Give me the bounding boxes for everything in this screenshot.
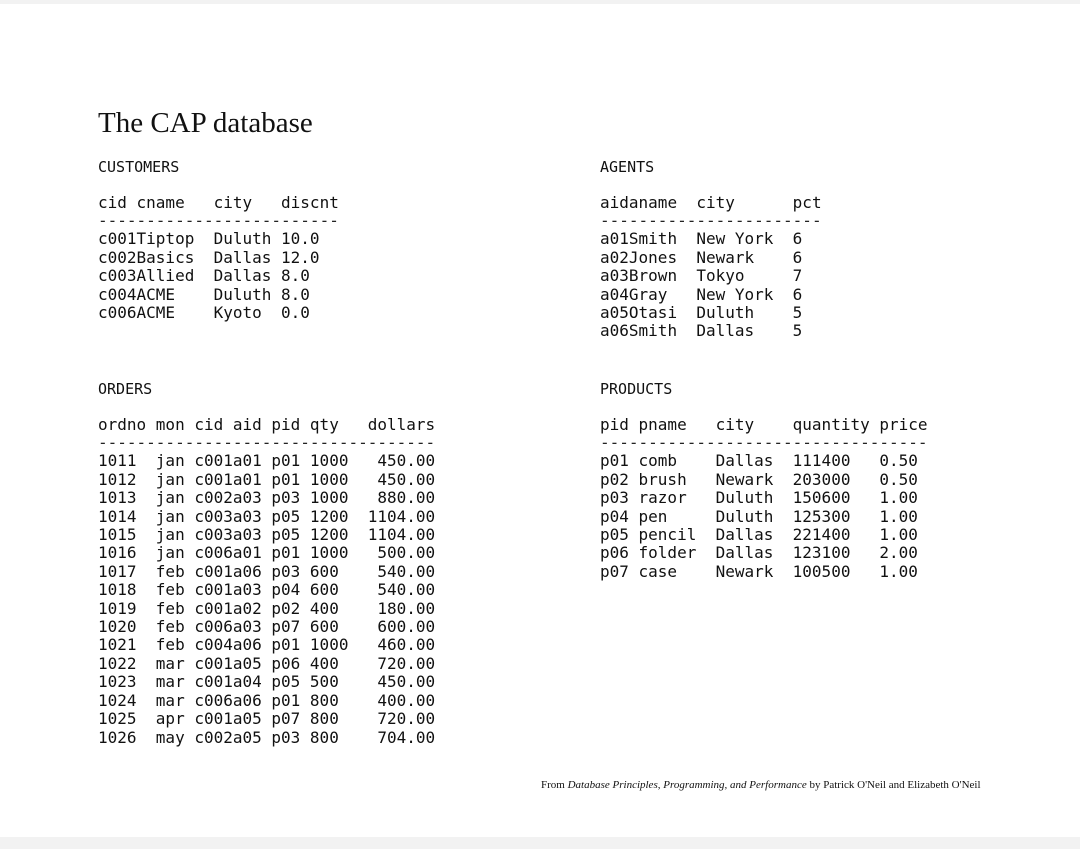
table-row — [98, 230, 339, 248]
orders-cell: 1021 — [98, 635, 137, 655]
dash-separator: --- — [792, 211, 822, 231]
agents-cell: a01 — [600, 229, 629, 249]
agents-cell: a06 — [600, 321, 629, 341]
products-column-header: pname — [638, 415, 687, 434]
agents-cell: 5 — [792, 321, 803, 341]
orders-cell: p03 — [271, 488, 301, 508]
agents-cell: 6 — [792, 284, 803, 304]
orders-cell: apr — [155, 709, 185, 729]
table-row — [98, 600, 435, 618]
products-cell: 1.00 — [879, 525, 918, 545]
orders-cell: jan — [155, 506, 185, 526]
orders-cell: may — [155, 727, 185, 747]
products-cell: folder — [638, 543, 697, 563]
table-row — [600, 471, 928, 489]
table-row — [98, 526, 435, 544]
customers-cell: Dallas — [213, 266, 272, 286]
orders-cell: 500.00 — [377, 543, 436, 563]
orders-header-row — [98, 416, 435, 434]
customers-cell: c003 — [98, 266, 137, 286]
products-cell: Dallas — [715, 525, 774, 545]
orders-cell: 600.00 — [377, 617, 436, 637]
orders-cell: a03 — [232, 506, 262, 526]
dash-separator: ---- — [98, 211, 137, 231]
orders-cell: p07 — [271, 709, 301, 729]
customers-column-header: cid — [98, 193, 127, 212]
orders-cell: 880.00 — [377, 488, 436, 508]
orders-cell: 1200 — [309, 525, 349, 545]
agents-cell: Otasi — [628, 303, 678, 323]
table-row — [98, 636, 435, 654]
orders-cell: a06 — [232, 635, 262, 655]
orders-cell: a04 — [232, 672, 262, 692]
orders-cell: p05 — [271, 525, 301, 545]
table-row — [98, 710, 435, 728]
agents-cell: Gray — [628, 284, 668, 304]
dash-separator: ------ — [309, 433, 368, 453]
orders-cell: c002 — [194, 727, 233, 747]
products-cell: pen — [638, 506, 668, 526]
footnote-authors: by Patrick O'Neil and Elizabeth O'Neil — [806, 779, 981, 791]
products-table — [600, 416, 928, 581]
table-row — [600, 230, 822, 248]
agents-header-row — [600, 194, 822, 212]
orders-cell: p04 — [271, 580, 301, 600]
table-row — [98, 618, 435, 636]
table-row — [600, 286, 822, 304]
agents-column-header: city — [696, 193, 735, 212]
products-cell: p06 — [600, 543, 629, 563]
agents-cell: 6 — [792, 247, 803, 267]
products-cell: p04 — [600, 506, 629, 526]
table-row — [98, 471, 435, 489]
orders-cell: c003 — [194, 506, 233, 526]
orders-cell: 1104.00 — [367, 506, 436, 526]
products-cell: p05 — [600, 525, 629, 545]
customers-cell: c002 — [98, 247, 137, 267]
agents-cell: a04 — [600, 284, 629, 304]
orders-cell: 1014 — [98, 506, 137, 526]
orders-cell: 1018 — [98, 580, 137, 600]
agents-label: AGENTS — [600, 158, 655, 176]
orders-cell: c006 — [194, 543, 233, 563]
orders-cell: 1000 — [309, 488, 349, 508]
orders-cell: c001 — [194, 672, 233, 692]
dash-separator: ------- — [213, 211, 282, 231]
orders-cell: a02 — [232, 598, 262, 618]
orders-cell: p01 — [271, 469, 301, 489]
agents-cell: Smith — [628, 229, 678, 249]
table-row — [98, 452, 435, 470]
orders-cell: 600 — [309, 617, 339, 637]
orders-cell: p05 — [271, 672, 301, 692]
customers-cell: 12.0 — [281, 247, 320, 267]
orders-cell: 1019 — [98, 598, 137, 618]
orders-cell: p01 — [271, 690, 301, 710]
customers-cell: Allied — [136, 266, 195, 286]
table-row — [600, 322, 822, 340]
products-cell: pencil — [638, 525, 697, 545]
orders-cell: 540.00 — [377, 561, 436, 581]
customers-cell: Tiptop — [136, 229, 195, 249]
orders-cell: c001 — [194, 561, 233, 581]
orders-cell: p06 — [271, 653, 301, 673]
products-cell: 0.50 — [879, 469, 918, 489]
agents-cell: a03 — [600, 266, 629, 286]
orders-cell: 800 — [309, 709, 339, 729]
products-cell: Dallas — [715, 543, 774, 563]
dash-separator: ---- — [600, 433, 639, 453]
customers-cell: 10.0 — [281, 229, 320, 249]
orders-cell: c003 — [194, 525, 233, 545]
orders-cell: 1025 — [98, 709, 137, 729]
orders-cell: 460.00 — [377, 635, 436, 655]
products-cell: 2.00 — [879, 543, 918, 563]
orders-cell: 400 — [309, 653, 339, 673]
products-cell: 150600 — [792, 488, 851, 508]
orders-cell: p03 — [271, 561, 301, 581]
orders-column-header: aid — [232, 415, 262, 434]
orders-cell: c001 — [194, 598, 233, 618]
source-footnote — [541, 778, 981, 792]
agents-cell: New York — [696, 229, 774, 249]
customers-cell: 0.0 — [281, 303, 310, 323]
customers-cell: c006 — [98, 303, 137, 323]
products-cell: 1.00 — [879, 488, 918, 508]
dash-separator: ---- — [155, 433, 195, 453]
products-cell: 0.50 — [879, 451, 918, 471]
orders-cell: 1017 — [98, 561, 137, 581]
customers-cell: Duluth — [213, 284, 272, 304]
customers-cell: ACME — [136, 284, 176, 304]
agents-cell: Newark — [696, 247, 755, 267]
orders-cell: mar — [155, 653, 185, 673]
orders-column-header: dollars — [367, 415, 436, 434]
products-cell: p07 — [600, 561, 629, 581]
products-separator-row — [600, 434, 928, 452]
orders-cell: p05 — [271, 506, 301, 526]
orders-cell: feb — [155, 598, 185, 618]
orders-cell: 600 — [309, 561, 339, 581]
products-cell: p02 — [600, 469, 629, 489]
orders-cell: c001 — [194, 580, 233, 600]
orders-cell: c004 — [194, 635, 233, 655]
dash-separator: ---- — [194, 433, 233, 453]
orders-cell: c001 — [194, 653, 233, 673]
orders-column-header: mon — [155, 415, 185, 434]
orders-cell: 720.00 — [377, 709, 436, 729]
customers-cell: ACME — [136, 303, 176, 323]
orders-cell: a06 — [232, 690, 262, 710]
dash-separator: ---------- — [696, 211, 793, 231]
orders-cell: 1016 — [98, 543, 137, 563]
table-row — [98, 249, 339, 267]
customers-cell: Basics — [136, 247, 195, 267]
table-row — [98, 581, 435, 599]
orders-cell: c006 — [194, 617, 233, 637]
products-cell: 125300 — [792, 506, 851, 526]
dash-separator: --- — [600, 211, 629, 231]
customers-cell: Duluth — [213, 229, 272, 249]
orders-cell: c002 — [194, 488, 233, 508]
orders-cell: 1013 — [98, 488, 137, 508]
customers-cell: Dallas — [213, 247, 272, 267]
table-row — [98, 729, 435, 747]
dash-separator: ---- — [271, 433, 310, 453]
table-row — [600, 544, 928, 562]
orders-cell: 800 — [309, 727, 339, 747]
orders-cell: jan — [155, 488, 185, 508]
agents-cell: Tokyo — [696, 266, 745, 286]
table-row — [98, 286, 339, 304]
table-row — [600, 563, 928, 581]
products-label: PRODUCTS — [600, 380, 673, 398]
agents-cell: a05 — [600, 303, 629, 323]
agents-cell: Duluth — [696, 303, 755, 323]
orders-cell: a03 — [232, 488, 262, 508]
products-cell: Duluth — [715, 506, 774, 526]
orders-cell: 1000 — [309, 469, 349, 489]
orders-cell: 720.00 — [377, 653, 436, 673]
orders-cell: a03 — [232, 617, 262, 637]
orders-cell: 1000 — [309, 543, 349, 563]
dash-separator: -------- — [715, 433, 793, 453]
orders-cell: 1000 — [309, 451, 349, 471]
table-row — [98, 508, 435, 526]
customers-column-header: city — [213, 193, 253, 212]
table-row — [600, 304, 822, 322]
products-cell: brush — [638, 469, 687, 489]
orders-cell: jan — [155, 469, 185, 489]
orders-cell: feb — [155, 617, 185, 637]
orders-cell: jan — [155, 525, 185, 545]
orders-cell: 1104.00 — [367, 525, 436, 545]
dash-separator: ------- — [367, 433, 436, 453]
orders-cell: 450.00 — [377, 451, 436, 471]
agents-cell: Dallas — [696, 321, 755, 341]
customers-label: CUSTOMERS — [98, 158, 180, 176]
orders-cell: a01 — [232, 469, 262, 489]
customers-header-row — [98, 194, 339, 212]
agents-separator-row — [600, 212, 822, 230]
products-column-header: pid — [600, 415, 629, 434]
orders-cell: a01 — [232, 543, 262, 563]
orders-cell: p01 — [271, 543, 301, 563]
orders-column-header: ordno — [98, 415, 147, 434]
customers-column-header: cname — [136, 193, 185, 212]
orders-cell: c001 — [194, 709, 233, 729]
orders-cell: 450.00 — [377, 672, 436, 692]
products-column-header: quantity — [792, 415, 870, 434]
agents-column-header: aid — [600, 193, 629, 212]
orders-cell: 800 — [309, 690, 339, 710]
orders-cell: p01 — [271, 635, 301, 655]
products-cell: p01 — [600, 451, 629, 471]
agents-column-header: pct — [792, 193, 822, 212]
orders-cell: a05 — [232, 727, 262, 747]
orders-cell: jan — [155, 543, 185, 563]
products-cell: p03 — [600, 488, 629, 508]
orders-column-header: pid — [271, 415, 301, 434]
orders-cell: 1015 — [98, 525, 137, 545]
products-cell: 221400 — [792, 525, 851, 545]
page-title: The CAP database — [98, 107, 313, 139]
customers-cell: Kyoto — [213, 303, 262, 323]
orders-cell: feb — [155, 635, 185, 655]
products-cell: 203000 — [792, 469, 851, 489]
footnote-book-title: Database Principles, Programming, and Performance — [567, 779, 807, 791]
orders-cell: 1022 — [98, 653, 137, 673]
dash-separator: ------- — [628, 211, 697, 231]
orders-cell: a01 — [232, 451, 262, 471]
products-cell: Newark — [715, 561, 774, 581]
table-row — [98, 563, 435, 581]
orders-cell: a05 — [232, 709, 262, 729]
table-row — [98, 655, 435, 673]
orders-cell: 1026 — [98, 727, 137, 747]
products-header-row — [600, 416, 928, 434]
orders-cell: p07 — [271, 617, 301, 637]
table-row — [600, 249, 822, 267]
orders-cell: 1024 — [98, 690, 137, 710]
orders-column-header: cid — [194, 415, 224, 434]
orders-cell: mar — [155, 672, 185, 692]
orders-cell: 400 — [309, 598, 339, 618]
products-cell: Newark — [715, 469, 774, 489]
orders-cell: a03 — [232, 525, 262, 545]
orders-cell: feb — [155, 580, 185, 600]
table-row — [98, 489, 435, 507]
customers-cell: 8.0 — [281, 266, 310, 286]
table-row — [600, 452, 928, 470]
agents-cell: 7 — [792, 266, 803, 286]
orders-separator-row — [98, 434, 435, 452]
products-column-header: price — [879, 415, 928, 434]
orders-cell: c001 — [194, 451, 233, 471]
orders-cell: 1011 — [98, 451, 137, 471]
products-cell: Dallas — [715, 451, 774, 471]
orders-column-header: qty — [309, 415, 339, 434]
products-cell: Duluth — [715, 488, 774, 508]
orders-cell: 1000 — [309, 635, 349, 655]
dash-separator: ---- — [232, 433, 272, 453]
orders-cell: 400.00 — [377, 690, 436, 710]
orders-cell: a06 — [232, 561, 262, 581]
products-column-header: city — [715, 415, 755, 434]
agents-cell: New York — [696, 284, 774, 304]
orders-cell: c006 — [194, 690, 233, 710]
products-cell: 1.00 — [879, 561, 918, 581]
products-cell: case — [638, 561, 678, 581]
orders-cell: 704.00 — [377, 727, 436, 747]
orders-cell: a05 — [232, 653, 262, 673]
orders-cell: 500 — [309, 672, 339, 692]
agents-cell: 6 — [792, 229, 803, 249]
orders-cell: 1023 — [98, 672, 137, 692]
customers-table — [98, 194, 339, 322]
table-row — [98, 692, 435, 710]
orders-label: ORDERS — [98, 380, 153, 398]
agents-cell: a02 — [600, 247, 629, 267]
agents-cell: Brown — [628, 266, 678, 286]
dash-separator: --------- — [792, 433, 880, 453]
dash-separator: -------- — [638, 433, 716, 453]
orders-cell: p01 — [271, 451, 301, 471]
table-row — [600, 526, 928, 544]
table-row — [600, 508, 928, 526]
orders-table — [98, 416, 435, 747]
dash-separator: ------ — [98, 433, 156, 453]
products-cell: 123100 — [792, 543, 851, 563]
orders-cell: 1020 — [98, 617, 137, 637]
orders-cell: 1200 — [309, 506, 349, 526]
dash-separator: -------- — [136, 211, 214, 231]
dash-separator: ----- — [879, 433, 928, 453]
table-row — [600, 489, 928, 507]
customers-separator-row — [98, 212, 339, 230]
table-row — [98, 304, 339, 322]
agents-column-header: aname — [628, 193, 678, 212]
products-cell: 1.00 — [879, 506, 918, 526]
orders-cell: 600 — [309, 580, 339, 600]
orders-cell: 1012 — [98, 469, 137, 489]
orders-cell: 180.00 — [377, 598, 436, 618]
products-cell: razor — [638, 488, 687, 508]
customers-cell: c001 — [98, 229, 137, 249]
products-cell: comb — [638, 451, 678, 471]
table-row — [98, 673, 435, 691]
dash-separator: ------ — [281, 211, 339, 231]
orders-cell: p03 — [271, 727, 301, 747]
agents-cell: Jones — [628, 247, 678, 267]
customers-cell: 8.0 — [281, 284, 310, 304]
orders-cell: feb — [155, 561, 185, 581]
products-cell: 111400 — [792, 451, 851, 471]
document-page — [0, 4, 1080, 837]
table-row — [600, 267, 822, 285]
table-row — [98, 267, 339, 285]
orders-cell: c001 — [194, 469, 233, 489]
customers-column-header: discnt — [281, 193, 339, 212]
agents-cell: Smith — [628, 321, 678, 341]
footnote-prefix: From — [541, 779, 568, 791]
orders-cell: a03 — [232, 580, 262, 600]
products-cell: 100500 — [792, 561, 851, 581]
orders-cell: 540.00 — [377, 580, 436, 600]
agents-table — [600, 194, 822, 341]
table-row — [98, 544, 435, 562]
orders-cell: jan — [155, 451, 185, 471]
orders-cell: p02 — [271, 598, 301, 618]
orders-cell: mar — [155, 690, 185, 710]
agents-cell: 5 — [792, 303, 803, 323]
customers-cell: c004 — [98, 284, 137, 304]
orders-cell: 450.00 — [377, 469, 436, 489]
